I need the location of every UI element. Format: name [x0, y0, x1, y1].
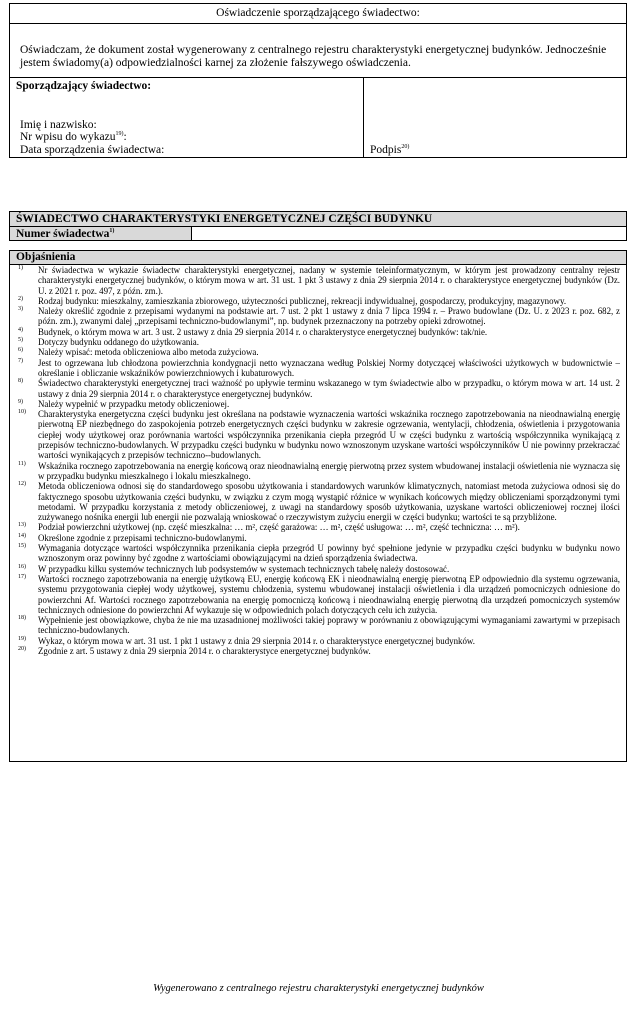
note-number: 1)	[18, 265, 23, 271]
signature-label: Podpis$^{20)}$	[370, 144, 410, 156]
note-item	[14, 347, 620, 357]
note-number: 9)	[18, 398, 23, 405]
date-label: Data sporządzenia świadectwa:	[20, 144, 165, 156]
note-text: Zgodnie z art. 5 ustawy z dnia 29 sierpnia 2014 r. o charakterystyce energetycznej budynków.	[38, 645, 371, 656]
note-item	[14, 615, 620, 636]
note-item	[14, 265, 620, 296]
note-item	[14, 461, 620, 482]
note-text: Podział powierzchni użytkowej (np. część mieszkalna: … m², część garażowa: … m², część usługowa: … m², część techniczna: … m²).	[38, 522, 520, 533]
note-number: 13)	[18, 522, 26, 529]
certificate-number-label: Numer świadectwa$^{1)}$	[10, 227, 192, 240]
note-number: 12)	[18, 481, 26, 488]
note-number: 19)	[18, 635, 26, 642]
note-number: 6)	[18, 347, 23, 354]
note-number: 7)	[18, 357, 23, 364]
note-text: Wskaźnika rocznego zapotrzebowania na energię końcową oraz nieodnawialną energię pierwotną przez system wbudowanej instalacji oświetlenia nie wyznacza się w przypadku budynku mieszkalnego i lokalu mieszkalnego.	[38, 460, 620, 481]
note-text: Rodzaj budynku: mieszkalny, zamieszkania zbiorowego, użyteczności publicznej, rekreacji indywidualnej, gospodarczy, produkcyjny, magazynowy.	[38, 295, 567, 306]
certificate-header	[9, 211, 627, 241]
note-number: 16)	[18, 563, 26, 570]
note-item	[14, 481, 620, 522]
register-label: Nr wpisu do wykazu$^{19)}$:	[20, 131, 127, 143]
note-number: 5)	[18, 337, 23, 344]
note-item	[14, 564, 620, 574]
note-item	[14, 574, 620, 615]
note-item	[14, 358, 620, 379]
note-number: 8)	[18, 378, 23, 385]
note-number: 10)	[18, 409, 26, 416]
note-item	[14, 327, 620, 337]
explanations-header: Objaśnienia	[10, 251, 626, 265]
note-text: Określone zgodnie z przepisami techniczno-budowlanymi.	[38, 532, 247, 543]
note-text: Należy wpisać: metoda obliczeniowa albo metoda zużyciowa.	[38, 347, 259, 358]
note-text: Świadectwo charakterystyki energetycznej traci ważność po upływie terminu wskazanego w tym świadectwie albo w przypadku, o którym mowa w art. 14 ust. 2 ustawy z dnia 29 sierpnia 2014 r. o charakterystyce energetycznej budynków.	[38, 378, 620, 399]
note-text: W przypadku kilku systemów technicznych lub podsystemów w systemach technicznych tabelę należy dostosować.	[38, 563, 450, 574]
note-number: 4)	[18, 326, 23, 333]
note-item	[14, 636, 620, 646]
note-item	[14, 533, 620, 543]
note-text: Wymagania dotyczące wartości współczynnika przenikania ciepła przegród U powinny być spełnione jedynie w przypadku części budynku w budynku nowo wznoszonym oraz powinny być zgodne z wartościami obowiązującymi na dzień sporządzenia świadectwa.	[38, 543, 620, 564]
note-item	[14, 306, 620, 327]
note-text: Wartości rocznego zapotrzebowania na energię użytkową EU, energię końcową EK i nieodnawialną energię pierwotną EP odpowiednio dla systemu ogrzewania, systemu przygotowania ciepłej wody użytkowej, systemu chłodzenia, systemu wbudowanej instalacji oświetlenia i dla urządzeń pomocniczych odniesione do powierzchni Af. Wartości rocznego zapotrzebowania na energię pomocniczą końcową i nieodnawialną energię pierwotną dla urządzeń pomocniczych systemów technicznych odniesione do powierzchni Af wykazuje się w odpowiednich polach dotyczących celu ich zużycia.	[38, 573, 620, 615]
declaration-header: Oświadczenie sporządzającego świadectwo:	[10, 4, 626, 24]
note-text: Dotyczy budynku oddanego do użytkowania.	[38, 337, 199, 348]
note-text: Charakterystyka energetyczna części budynku jest określana na podstawie wyznaczenia wartości wskaźnika rocznego zapotrzebowania na nieodnawialną energię pierwotną EP niezbędnego do zaspokojenia potrzeb energetycznych części budynku w zakresie ogrzewania, wentylacji, chłodzenia, oświetlenia i przygotowania ciepłej wody użytkowej oraz porównania wartości współczynnika przenikania ciepła przegród U w części budynku z wartością współczynnika wynikającą z przepisów techniczno-budowlanych. W przypadku części budynku w budynku nowo wznoszonym uzyskane wartości współczynników U nie powinny przekraczać wartości wynikających z przepisów techniczno--budowlanych.	[38, 409, 620, 461]
note-number: 11)	[18, 460, 26, 467]
note-text: Jest to ogrzewana lub chłodzona powierzchnia kondygnacji netto wyznaczana według Polskiej Normy dotyczącej właściwości użytkowych w budownictwie – określanie i obliczanie wskaźników powierzchniowych i kubaturowych.	[38, 357, 620, 378]
note-text: Należy wypełnić w przypadku metody obliczeniowej.	[38, 398, 230, 409]
note-number: 3)	[18, 306, 23, 313]
note-number: 15)	[18, 543, 26, 550]
notes-list	[10, 265, 626, 656]
note-number: 2)	[18, 295, 23, 302]
note-item	[14, 522, 620, 532]
note-number: 18)	[18, 615, 26, 622]
note-text: Wykaz, o którym mowa w art. 31 ust. 1 pkt 1 ustawy z dnia 29 sierpnia 2014 r. o charakterystyce energetycznej budynków.	[38, 635, 475, 646]
note-item	[14, 646, 620, 656]
note-text: Metoda obliczeniowa odnosi się do standardowego sposobu użytkowania i standardowych warunków klimatycznych, natomiast metoda zużyciowa odnosi się do faktycznego sposobu użytkowania części budynku, w związku z czym mogą wystąpić różnice w wynikach końcowych między obliczeniami sporządzonymi tymi metodami. W przypadku korzystania z metody obliczeniowej, z uwagi na standardowy sposób użytkowania, uzyskane wartości obliczeniowej rocznej ilości zużywanego nośnika energii lub energii nie pozwalają wnioskować o rzeczywistym zużyciu energii w części budynku; wartości te są przybliżone.	[38, 481, 620, 523]
certificate-title: ŚWIADECTWO CHARAKTERYSTYKI ENERGETYCZNEJ CZĘŚCI BUDYNKU	[10, 212, 626, 227]
note-text: Należy określić zgodnie z przepisami wydanymi na podstawie art. 7 ust. 2 pkt 1 ustawy z dnia 7 lipca 1994 r. – Prawo budowlane (Dz. U. z 2023 r. poz. 682, z późn. zm.), zwanymi dalej „przepisami techniczno-budowlanymi”, np. budynek przeznaczony na potrzeby opieki zdrowotnej.	[38, 306, 620, 327]
note-item	[14, 399, 620, 409]
note-item	[14, 337, 620, 347]
note-text: Wypełnienie jest obowiązkowe, chyba że nie ma uzasadnionej możliwości takiej poprawy w porównaniu z obowiązującymi wymaganiami zawartymi w przepisach techniczno-budowlanych.	[38, 615, 620, 636]
note-number: 20)	[18, 645, 26, 652]
note-number: 14)	[18, 532, 26, 539]
note-item	[14, 409, 620, 460]
author-label: Sporządzający świadectwo:	[16, 80, 152, 92]
note-number: 17)	[18, 573, 26, 580]
signature-divider	[363, 77, 364, 157]
name-label: Imię i nazwisko:	[20, 119, 97, 131]
declaration-statement: Oświadczam, że dokument został wygenerowany z centralnego rejestru charakterystyki energetycznej budynków. Jednocześnie jestem świadomy(a) odpowiedzialności karnej za złożenie fałszywego oświadczenia.	[20, 44, 607, 69]
note-item	[14, 543, 620, 564]
explanations-box	[9, 250, 627, 762]
note-item	[14, 378, 620, 399]
note-text: Nr świadectwa w wykazie świadectw charakterystyki energetycznej, nadany w systemie teleinformatycznym, w którym jest prowadzony centralny rejestr charakterystyki energetycznej budynków, o którym mowa w art. 31 ust. 1 pkt 3 ustawy z dnia 29 sierpnia 2014 r. o charakterystyce energetycznej budynków (Dz. U. z 2021 r. poz. 497, z późn. zm.).	[38, 265, 620, 296]
footer-text: Wygenerowano z centralnego rejestru charakterystyki energetycznej budynków	[153, 983, 484, 994]
note-text: Budynek, o którym mowa w art. 3 ust. 2 ustawy z dnia 29 sierpnia 2014 r. o charakterystyce energetycznej budynków: tak/nie.	[38, 326, 488, 337]
declaration-box	[9, 3, 627, 158]
note-item	[14, 296, 620, 306]
